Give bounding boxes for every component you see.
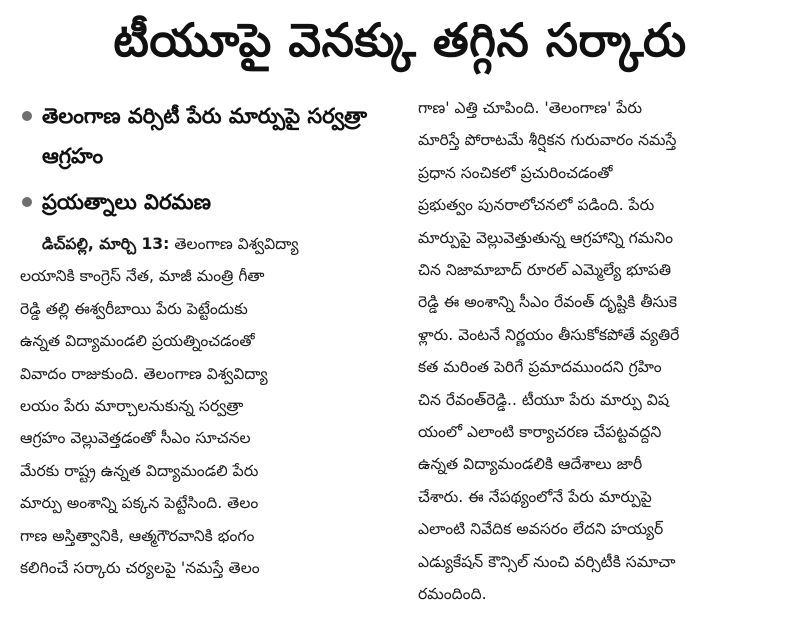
bullet-text: తెలంగాణ వర్సిటీ పేరు మార్పుపై సర్వత్రా ఆగ్రహం xyxy=(42,104,368,168)
dateline: డిచ్‌పల్లి, మార్చి 13: xyxy=(42,235,170,253)
article-line: రెడ్డి తల్లి ఈశ్వరీబాయి పేరు పెట్టేందుకు xyxy=(20,299,248,318)
article-line: కలిగించే సర్కారు చర్యలపై 'నమస్తే తెలం xyxy=(20,559,260,578)
article-line: ప్రధాన సంచికలో ప్రచురించడంతో xyxy=(418,163,613,182)
article-line: గాణ అస్తిత్వానికి, ఆత్మగౌరవానికి భంగం xyxy=(20,526,255,545)
article-line: రెడ్డి ఈ అంశాన్ని సీఎం రేవంత్‌ దృష్టికి తీసుకె xyxy=(418,293,678,312)
headline: టీయూపై వెనక్కు తగ్గిన సర్కారు xyxy=(113,13,687,67)
article-line: చిన రేవంత్‌రెడ్డి.. టీయూ పేరు మార్పు విష xyxy=(418,390,669,409)
article-body-left xyxy=(20,228,402,584)
article-line: ఉన్నత విద్యామండలి ప్రయత్నించడంతో xyxy=(20,332,255,351)
article-line: ఎడ్యుకేషన్‌ కౌన్సిల్‌ నుంచి వర్సిటీకి సమాచా xyxy=(418,552,676,571)
article-line: ఎలాంటి నివేదిక అవసరం లేదని హయ్యర్‌ xyxy=(418,520,664,539)
bullet-dot-icon xyxy=(22,111,32,121)
bullet-text: ప్రయత్నాలు విరమణ xyxy=(42,190,211,214)
article-line: ళ్లారు. వెంటనే నిర్ణయం తీసుకోకపోతే వ్యతిరే xyxy=(418,325,680,344)
article-line: మార్పు అంశాన్ని పక్కన పెట్టేసింది. తెలం xyxy=(20,494,259,513)
article-text: తెలంగాణ విశ్వవిద్యా xyxy=(174,235,299,253)
bullet-point xyxy=(20,96,402,176)
article-line: రమందింది. xyxy=(418,585,487,604)
article-line: ఉన్నత విద్యామండలికి ఆదేశాలు జారీ xyxy=(418,455,643,474)
article-line: వివాదం రాజుకుంది. తెలంగాణ విశ్వవిద్యా xyxy=(20,364,268,383)
article-line xyxy=(20,228,402,260)
article-line: ఆగ్రహం వెల్లువెత్తడంతో సీఎం సూచనల xyxy=(20,429,251,448)
article-line: ప్రభుత్వం పునరాలోచనలో పడింది. పేరు xyxy=(418,196,655,215)
article-line: లయానికి కాంగ్రెస్‌ నేత, మాజీ మంత్రి గీతా xyxy=(20,267,265,286)
article-line: మారిస్తే పోరాటమే శీర్షికన గురువారం నమస్తే xyxy=(418,131,677,150)
article-line: లయం పేరు మార్చాలనుకున్న సర్వత్రా xyxy=(20,397,244,416)
article-line: చిన నిజామాబాద్‌ రూరల్‌ ఎమ్మెల్యే భూపతి xyxy=(418,261,672,280)
bullet-dot-icon xyxy=(22,197,32,207)
article-line: యంలో ఎలాంటి కార్యాచరణ చేపట్టవద్దని xyxy=(418,423,662,442)
left-column xyxy=(20,96,402,584)
article-line: మార్పుపై వెల్లువెత్తుతున్న ఆగ్రహాన్ని గమనిం xyxy=(418,228,674,247)
article-body-right xyxy=(418,92,786,611)
article-line: కత మరింత పెరిగే ప్రమాదముందని గ్రహిం xyxy=(418,358,662,377)
bullet-point xyxy=(20,182,402,222)
article-line: గాణ' ఎత్తి చూపింది. 'తెలంగాణ' పేరు xyxy=(418,99,643,117)
article-line: మేరకు రాష్ట్ర ఉన్నత విద్యామండలి పేరు xyxy=(20,461,259,480)
article-line: చేశారు. ఈ నేపథ్యంలోనే పేరు మార్పుపై xyxy=(418,487,652,506)
